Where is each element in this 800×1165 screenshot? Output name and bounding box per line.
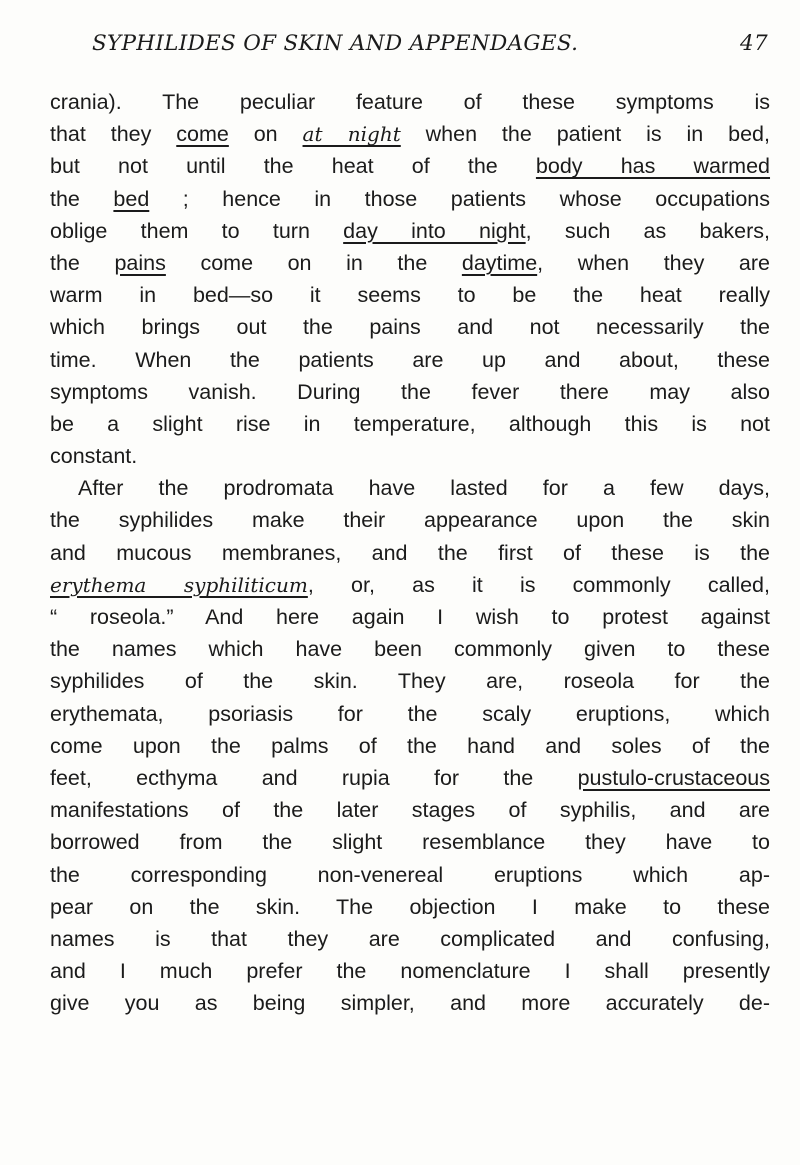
- text-line-22: [50, 762, 770, 794]
- text-line-17: [50, 601, 770, 633]
- text-run: the: [50, 250, 115, 275]
- page-number: 47: [740, 31, 768, 56]
- text-line-11: [50, 408, 770, 440]
- text-line-7: [50, 279, 770, 311]
- text-run: , when they are: [537, 250, 770, 275]
- text-run: warm in bed—so it seems to be the heat really: [50, 283, 770, 308]
- underlined-run: bed: [113, 186, 150, 211]
- italic-underlined-run: at night: [302, 122, 401, 147]
- text-line-19: [50, 665, 770, 697]
- text-run: on: [228, 122, 303, 147]
- text-line-21: [50, 730, 770, 762]
- underlined-run: pains: [114, 250, 166, 275]
- text-run: ; hence in those patients whose occupations: [149, 186, 770, 211]
- text-run: give you as being simpler, and more accurately de-: [50, 991, 770, 1016]
- running-head: [92, 31, 768, 61]
- text-run: be a slight rise in temperature, although this is not: [50, 411, 770, 436]
- text-run: when the patient is in bed,: [400, 122, 770, 147]
- text-run: the corresponding non-venereal eruptions which ap-: [50, 862, 770, 887]
- text-run: feet, ecthyma and rupia for the: [50, 765, 578, 790]
- italic-underlined-run: erythema syphiliticum: [50, 572, 308, 597]
- text-run: oblige them to turn: [50, 218, 344, 243]
- underlined-run: daytime: [461, 250, 538, 275]
- text-line-15: [50, 537, 770, 569]
- text-line-10: [50, 376, 770, 408]
- text-line-18: [50, 633, 770, 665]
- text-run: come upon the palms of the hand and soles of the: [50, 733, 770, 758]
- text-run: borrowed from the slight resemblance they have to: [50, 830, 770, 855]
- text-run: crania). The peculiar feature of these symptoms is: [50, 90, 770, 114]
- text-line-2: [50, 118, 770, 150]
- text-line-6: [50, 247, 770, 279]
- text-line-13: [50, 472, 770, 504]
- text-line-20: [50, 698, 770, 730]
- text-run: After the prodromata have lasted for a few days,: [78, 476, 770, 501]
- text-line-12: [50, 440, 770, 472]
- underlined-run: day into night: [343, 218, 526, 243]
- text-line-8: [50, 311, 770, 343]
- text-run: come on in the: [165, 250, 462, 275]
- text-line-25: [50, 859, 770, 891]
- text-run: time. When the patients are up and about, these: [50, 347, 770, 372]
- text-run: “ roseola.” And here again I wish to protest against: [50, 605, 770, 629]
- text-run: which brings out the pains and not necessarily the: [50, 315, 770, 340]
- text-run: the syphilides make their appearance upon the skin: [50, 508, 770, 533]
- text-line-9: [50, 344, 770, 376]
- body-text: [50, 86, 770, 1019]
- text-run: the: [50, 186, 114, 211]
- text-run: and mucous membranes, and the first of these is the: [50, 540, 770, 565]
- text-run: that they: [50, 122, 177, 147]
- underlined-run: body has warmed: [535, 154, 771, 179]
- text-line-4: [50, 183, 770, 215]
- running-head-title: SYPHILIDES OF SKIN AND APPENDAGES.: [92, 31, 579, 56]
- underlined-run: come: [176, 122, 229, 147]
- text-line-26: [50, 891, 770, 923]
- text-line-14: [50, 504, 770, 536]
- text-run: but not until the heat of the: [50, 154, 536, 179]
- text-line-1: [50, 86, 770, 118]
- text-line-24: [50, 826, 770, 858]
- text-line-29: [50, 987, 770, 1019]
- text-run: names is that they are complicated and confusing,: [50, 926, 770, 951]
- text-run: syphilides of the skin. They are, roseola for the: [50, 669, 770, 694]
- text-run: constant.: [50, 444, 138, 469]
- text-line-27: [50, 923, 770, 955]
- text-run: erythemata, psoriasis for the scaly eruptions, which: [50, 701, 770, 726]
- text-run: pear on the skin. The objection I make to these: [50, 894, 770, 919]
- text-line-5: [50, 215, 770, 247]
- text-line-3: [50, 150, 770, 182]
- text-run: manifestations of the later stages of syphilis, and are: [50, 798, 770, 823]
- text-line-16: [50, 569, 770, 601]
- text-line-23: [50, 794, 770, 826]
- text-run: and I much prefer the nomenclature I shall presently: [50, 959, 770, 984]
- text-run: , or, as it is commonly called,: [307, 572, 770, 597]
- text-line-28: [50, 955, 770, 987]
- text-run: the names which have been commonly given to these: [50, 637, 770, 662]
- text-run: , such as bakers,: [525, 218, 770, 243]
- text-run: symptoms vanish. During the fever there may also: [50, 379, 770, 404]
- underlined-run: pustulo-crustaceous: [577, 765, 770, 790]
